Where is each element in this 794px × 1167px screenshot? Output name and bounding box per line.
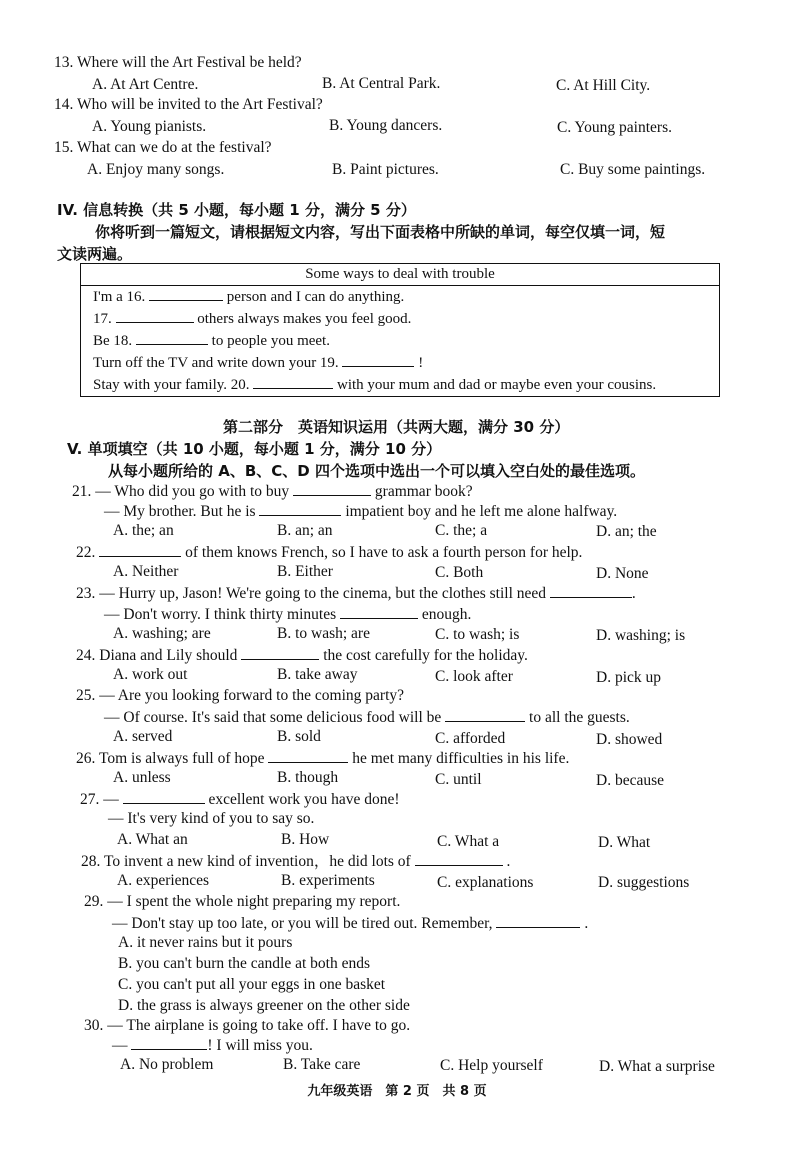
q22-option-d: D. None — [596, 565, 649, 582]
q30-line2: — ! I will miss you. — [112, 1037, 313, 1054]
q13-option-c: C. At Hill City. — [556, 77, 651, 94]
trouble-table — [80, 263, 720, 397]
blank-16[interactable] — [149, 286, 223, 301]
q29-option-c: C. you can't put all your eggs in one basket — [118, 976, 386, 993]
answer-blank[interactable] — [445, 707, 525, 722]
answer-blank[interactable] — [415, 851, 503, 866]
q23-option-c: C. to wash; is — [435, 626, 520, 643]
q30-line1: 30. — The airplane is going to take off. I have to go. — [84, 1017, 411, 1034]
question-number: 14. — [54, 96, 74, 113]
q23-option-b: B. to wash; are — [277, 625, 370, 642]
q22-line1: 22. of them knows French, so I have to ask a fourth person for help. — [76, 544, 583, 561]
q25-option-a: A. served — [113, 728, 173, 745]
answer-blank[interactable] — [259, 501, 341, 516]
section-4-heading: IV. 信息转换（共 5 小题，每小题 1 分，满分 5 分） — [57, 201, 416, 219]
table-row: Be 18. to people you meet. — [81, 330, 720, 352]
section-4-instruction-line2: 文读两遍。 — [57, 245, 133, 263]
q24-option-d: D. pick up — [596, 669, 662, 686]
question-text: Who will be invited to the Art Festival? — [76, 96, 323, 113]
question-number: 13. — [54, 54, 74, 71]
q25-option-c: C. afforded — [435, 730, 506, 747]
blank-19[interactable] — [342, 352, 414, 367]
section-4-instruction-line1: 你将听到一篇短文，请根据短文内容，写出下面表格中所缺的单词，每空仅填一词，短 — [95, 223, 666, 241]
q27-option-c: C. What a — [437, 833, 500, 850]
answer-blank[interactable] — [241, 645, 319, 660]
question-text: What can we do at the festival? — [76, 139, 272, 156]
q28-option-a: A. experiences — [117, 872, 210, 889]
q26-option-d: D. because — [596, 772, 664, 789]
answer-blank[interactable] — [131, 1035, 207, 1050]
q27-line2: — It's very kind of you to say so. — [108, 810, 315, 827]
q13-option-a: A. At Art Centre. — [92, 76, 199, 93]
q13-option-b: B. At Central Park. — [322, 75, 441, 92]
q29-option-b: B. you can't burn the candle at both ends — [118, 955, 371, 972]
answer-blank[interactable] — [496, 913, 580, 928]
page-footer: 九年级英语 第 2 页 共 8 页 — [307, 1084, 487, 1099]
q23-option-a: A. washing; are — [113, 625, 211, 642]
part-2-heading: 第二部分 英语知识运用（共两大题，满分 30 分） — [223, 418, 570, 436]
q30-option-b: B. Take care — [283, 1056, 361, 1073]
q24-option-b: B. take away — [277, 666, 358, 683]
q29-line2: — Don't stay up too late, or you will be tired out. Remember, . — [112, 915, 589, 932]
question-13-stem — [54, 53, 302, 73]
q21-option-b: B. an; an — [277, 522, 333, 539]
question-text: Where will the Art Festival be held? — [76, 54, 302, 71]
answer-blank[interactable] — [293, 481, 371, 496]
section-5-instruction: 从每小题所给的 A、B、C、D 四个选项中选出一个可以填入空白处的最佳选项。 — [108, 462, 645, 480]
q26-option-c: C. until — [435, 771, 482, 788]
q24-line1: 24. Diana and Lily should the cost carefully for the holiday. — [76, 647, 528, 664]
blank-17[interactable] — [116, 308, 194, 323]
q28-option-c: C. explanations — [437, 874, 534, 891]
answer-blank[interactable] — [123, 789, 205, 804]
q29-line1: 29. — I spent the whole night preparing my report. — [84, 893, 401, 910]
q15-option-b: B. Paint pictures. — [332, 161, 439, 178]
q22-option-a: A. Neither — [113, 563, 179, 580]
question-14-stem — [54, 95, 323, 115]
q14-option-c: C. Young painters. — [557, 119, 672, 136]
q23-option-d: D. washing; is — [596, 627, 686, 644]
q25-option-b: B. sold — [277, 728, 321, 745]
q24-option-a: A. work out — [113, 666, 188, 683]
q27-line1: 27. — excellent work you have done! — [80, 791, 400, 808]
q25-option-d: D. showed — [596, 731, 663, 748]
q21-option-d: D. an; the — [596, 523, 657, 540]
q21-option-c: C. the; a — [435, 522, 488, 539]
q21-line1: 21. — Who did you go with to buy grammar book? — [72, 483, 473, 500]
q23-line2: — Don't worry. I think thirty minutes enough. — [104, 606, 472, 623]
answer-blank[interactable] — [99, 542, 181, 557]
table-row: I'm a 16. person and I can do anything. — [81, 286, 720, 309]
table-title: Some ways to deal with trouble — [81, 264, 720, 286]
blank-20[interactable] — [253, 374, 333, 389]
q15-option-a: A. Enjoy many songs. — [87, 161, 225, 178]
blank-18[interactable] — [136, 330, 208, 345]
q28-line1: 28. To invent a new kind of invention，he did lots of . — [81, 853, 511, 870]
q29-option-a: A. it never rains but it pours — [118, 934, 293, 951]
q28-option-d: D. suggestions — [598, 874, 690, 891]
q30-option-d: D. What a surprise — [599, 1058, 715, 1075]
q27-option-d: D. What — [598, 834, 651, 851]
q26-line1: 26. Tom is always full of hope he met many difficulties in his life. — [76, 750, 570, 767]
q26-option-b: B. though — [277, 769, 339, 786]
answer-blank[interactable] — [268, 748, 348, 763]
q24-option-c: C. look after — [435, 668, 513, 685]
q28-option-b: B. experiments — [281, 872, 375, 889]
answer-blank[interactable] — [340, 604, 418, 619]
section-5-heading: V. 单项填空（共 10 小题，每小题 1 分，满分 10 分） — [67, 440, 442, 458]
q25-line2: — Of course. It's said that some delicious food will be to all the guests. — [104, 709, 630, 726]
q25-line1: 25. — Are you looking forward to the coming party? — [76, 687, 405, 704]
q29-option-d: D. the grass is always greener on the other side — [118, 997, 410, 1014]
q21-option-a: A. the; an — [113, 522, 174, 539]
table-row: Stay with your family. 20. with your mum and dad or maybe even your cousins. — [81, 374, 720, 397]
q22-option-c: C. Both — [435, 564, 484, 581]
question-15-stem — [54, 138, 272, 158]
q22-option-b: B. Either — [277, 563, 333, 580]
q27-option-b: B. How — [281, 831, 330, 848]
q14-option-a: A. Young pianists. — [92, 118, 207, 135]
question-number: 15. — [54, 139, 74, 156]
q30-option-c: C. Help yourself — [440, 1057, 543, 1074]
q14-option-b: B. Young dancers. — [329, 117, 443, 134]
q23-line1: 23. — Hurry up, Jason! We're going to the cinema, but the clothes still need . — [76, 585, 636, 602]
q27-option-a: A. What an — [117, 831, 188, 848]
table-row: Turn off the TV and write down your 19. ! — [81, 352, 720, 374]
table-row: 17. others always makes you feel good. — [81, 308, 720, 330]
q30-option-a: A. No problem — [120, 1056, 214, 1073]
answer-blank[interactable] — [550, 583, 632, 598]
q26-option-a: A. unless — [113, 769, 171, 786]
q15-option-c: C. Buy some paintings. — [560, 161, 706, 178]
q21-line2: — My brother. But he is impatient boy and he left me alone halfway. — [104, 503, 618, 520]
